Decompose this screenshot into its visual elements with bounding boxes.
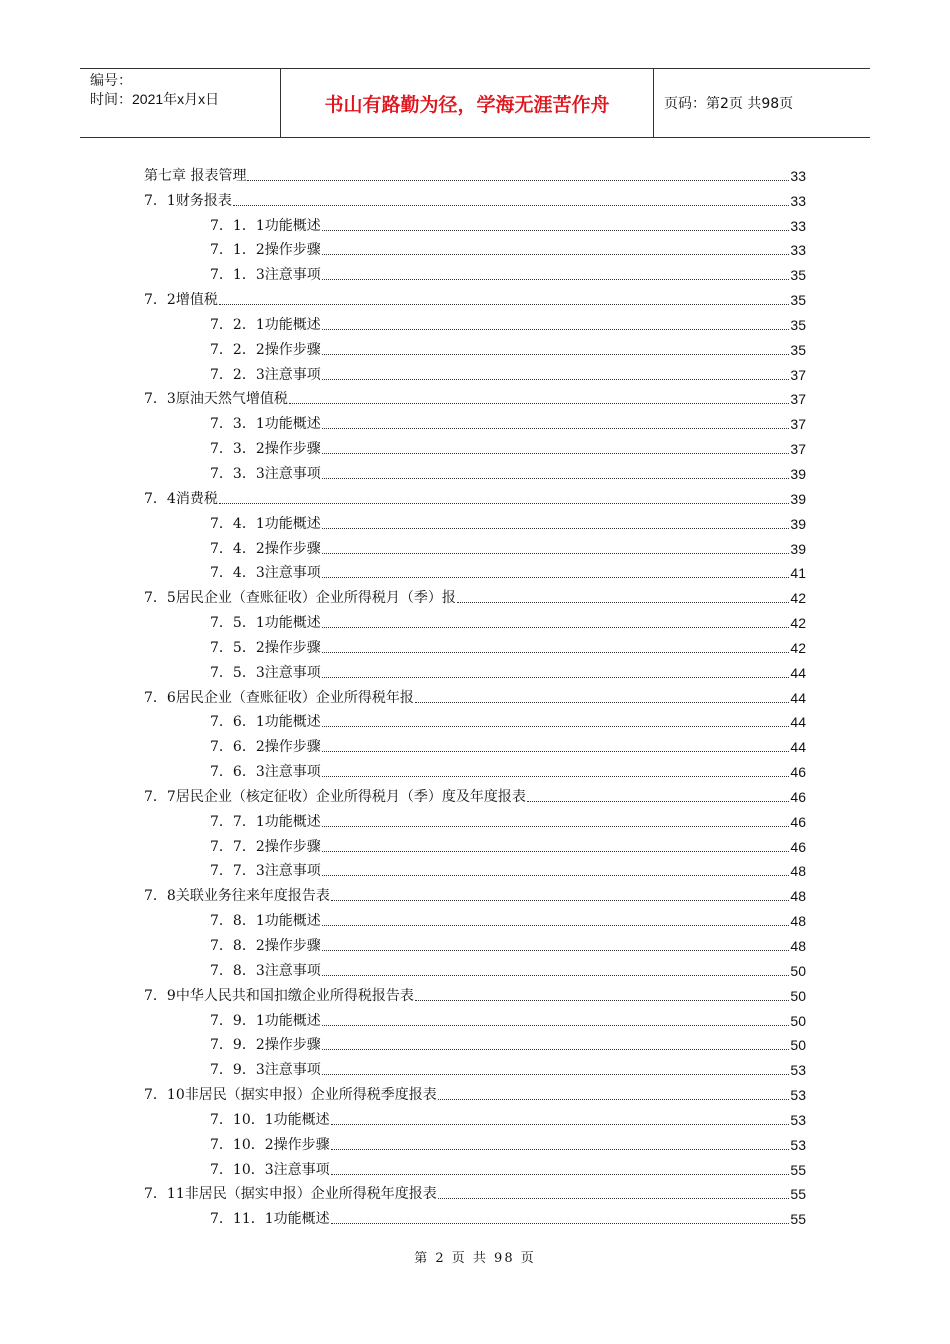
toc-entry-title: 7．8．2操作步骤 <box>210 938 321 954</box>
toc-subsection-entry[interactable] <box>144 1054 806 1079</box>
toc-entry-page-number: 37 <box>790 416 806 433</box>
toc-dot-leader <box>331 1149 790 1150</box>
toc-entry-page-number: 33 <box>790 242 806 259</box>
toc-subsection-entry[interactable] <box>144 905 806 930</box>
toc-entry-page-number: 37 <box>790 441 806 458</box>
toc-entry-page-number: 48 <box>790 863 806 880</box>
toc-entry-title: 7．3．2操作步骤 <box>210 441 321 458</box>
toc-subsection-entry[interactable] <box>144 210 806 235</box>
toc-dot-leader <box>322 553 790 554</box>
toc-subsection-entry[interactable] <box>144 756 806 781</box>
toc-dot-leader <box>233 205 790 206</box>
toc-subsection-entry[interactable] <box>144 1154 806 1179</box>
toc-dot-leader <box>415 1000 790 1001</box>
toc-entry-title: 7．7居民企业（核定征收）企业所得税月（季）度及年度报表 <box>144 788 526 805</box>
toc-dot-leader <box>322 428 790 429</box>
header-motto: 书山有路勤为径，学海无涯苦作舟 <box>324 93 610 116</box>
toc-entry-page-number: 35 <box>790 292 806 309</box>
toc-dot-leader <box>322 726 790 727</box>
toc-dot-leader <box>322 975 790 976</box>
toc-entry-title: 7．9中华人民共和国扣缴企业所得税报告表 <box>144 987 414 1004</box>
toc-entry-title: 7．4．2操作步骤 <box>210 540 321 557</box>
toc-subsection-entry[interactable] <box>144 806 806 831</box>
toc-entry-title: 7．6居民企业（查账征收）企业所得税年报 <box>144 689 414 706</box>
toc-subsection-entry[interactable] <box>144 731 806 756</box>
toc-entry-title: 7．10．1功能概述 <box>210 1111 330 1128</box>
toc-entry-title: 7．3．1功能概述 <box>210 416 321 433</box>
toc-entry-page-number: 33 <box>790 217 806 234</box>
toc-entry-title: 7．1财务报表 <box>144 192 232 209</box>
toc-dot-leader <box>331 900 790 901</box>
toc-subsection-entry[interactable] <box>144 632 806 657</box>
toc-entry-title: 7．2增值税 <box>144 292 218 309</box>
toc-dot-leader <box>331 1124 790 1125</box>
table-of-contents <box>144 160 806 1228</box>
toc-subsection-entry[interactable] <box>144 1129 806 1154</box>
toc-entry-title: 7．1．1功能概述 <box>210 217 321 234</box>
toc-entry-title: 7．10非居民（据实申报）企业所得税季度报表 <box>144 1087 437 1104</box>
toc-entry-page-number: 46 <box>790 788 806 805</box>
toc-subsection-entry[interactable] <box>144 607 806 632</box>
toc-section-entry[interactable] <box>144 582 806 607</box>
toc-entry-title: 7．9．1功能概述 <box>210 1012 321 1029</box>
toc-entry-title: 7．6．1功能概述 <box>210 714 321 731</box>
toc-subsection-entry[interactable] <box>144 508 806 533</box>
toc-dot-leader <box>322 751 790 752</box>
toc-entry-title: 7．5居民企业（查账征收）企业所得税月（季）报 <box>144 590 456 607</box>
toc-dot-leader <box>322 627 790 628</box>
toc-dot-leader <box>415 702 790 703</box>
toc-entry-page-number: 35 <box>790 316 806 333</box>
toc-entry-title: 7．9．3注意事项 <box>210 1062 321 1079</box>
toc-entry-page-number: 39 <box>790 540 806 557</box>
toc-entry-title: 7．6．3注意事项 <box>210 764 321 781</box>
toc-entry-page-number: 55 <box>790 1161 806 1178</box>
toc-entry-page-number: 39 <box>790 490 806 507</box>
toc-entry-title: 7．2．2操作步骤 <box>210 341 321 358</box>
toc-entry-page-number: 46 <box>790 813 806 830</box>
toc-entry-page-number: 44 <box>790 714 806 731</box>
toc-subsection-entry[interactable] <box>144 235 806 260</box>
toc-entry-title: 7．11．1功能概述 <box>210 1211 330 1228</box>
toc-dot-leader <box>322 925 790 926</box>
toc-entry-page-number: 44 <box>790 689 806 706</box>
toc-dot-leader <box>322 677 790 678</box>
toc-subsection-entry[interactable] <box>144 359 806 384</box>
toc-entry-page-number: 53 <box>790 1111 806 1128</box>
toc-section-entry[interactable] <box>144 1079 806 1104</box>
toc-subsection-entry[interactable] <box>144 408 806 433</box>
toc-dot-leader <box>219 304 790 305</box>
toc-dot-leader <box>322 379 790 380</box>
toc-dot-leader <box>322 254 790 255</box>
toc-dot-leader <box>322 329 790 330</box>
toc-subsection-entry[interactable] <box>144 657 806 682</box>
toc-entry-page-number: 46 <box>790 838 806 855</box>
toc-entry-title: 7．2．1功能概述 <box>210 316 321 333</box>
toc-entry-page-number: 53 <box>790 1062 806 1079</box>
toc-subsection-entry[interactable] <box>144 707 806 732</box>
toc-entry-page-number: 50 <box>790 987 806 1004</box>
toc-entry-title: 7．8关联业务往来年度报告表 <box>144 888 330 905</box>
toc-dot-leader <box>438 1198 790 1199</box>
toc-dot-leader <box>322 875 790 876</box>
toc-dot-leader <box>322 453 790 454</box>
toc-entry-page-number: 55 <box>790 1186 806 1203</box>
toc-dot-leader <box>289 403 790 404</box>
toc-subsection-entry[interactable] <box>144 1005 806 1030</box>
toc-entry-title: 7．8．1功能概述 <box>210 913 321 930</box>
toc-section-entry[interactable] <box>144 682 806 707</box>
toc-section-entry[interactable] <box>144 160 806 185</box>
toc-subsection-entry[interactable] <box>144 955 806 980</box>
toc-section-entry[interactable] <box>144 284 806 309</box>
toc-entry-page-number: 48 <box>790 888 806 905</box>
toc-dot-leader <box>247 180 789 181</box>
toc-dot-leader <box>322 279 790 280</box>
toc-subsection-entry[interactable] <box>144 1104 806 1129</box>
toc-entry-page-number: 44 <box>790 664 806 681</box>
toc-dot-leader <box>331 1223 790 1224</box>
toc-dot-leader <box>527 801 790 802</box>
toc-subsection-entry[interactable] <box>144 1203 806 1228</box>
toc-section-entry[interactable] <box>144 483 806 508</box>
toc-subsection-entry[interactable] <box>144 458 806 483</box>
toc-entry-title: 7．4．3注意事项 <box>210 565 321 582</box>
toc-dot-leader <box>322 652 790 653</box>
toc-entry-page-number: 50 <box>790 1037 806 1054</box>
toc-dot-leader <box>331 1174 790 1175</box>
toc-subsection-entry[interactable] <box>144 831 806 856</box>
toc-entry-title: 7．7．3注意事项 <box>210 863 321 880</box>
toc-dot-leader <box>219 503 790 504</box>
toc-dot-leader <box>438 1099 790 1100</box>
toc-entry-page-number: 53 <box>790 1087 806 1104</box>
toc-entry-page-number: 42 <box>790 639 806 656</box>
toc-section-entry[interactable] <box>144 1179 806 1204</box>
toc-entry-title: 7．5．3注意事项 <box>210 664 321 681</box>
toc-subsection-entry[interactable] <box>144 309 806 334</box>
toc-entry-title: 7．5．1功能概述 <box>210 615 321 632</box>
toc-subsection-entry[interactable] <box>144 856 806 881</box>
toc-entry-page-number: 35 <box>790 341 806 358</box>
toc-entry-title: 7．4．1功能概述 <box>210 515 321 532</box>
header-motto-cell <box>281 69 654 137</box>
toc-dot-leader <box>322 528 790 529</box>
toc-entry-title: 7．2．3注意事项 <box>210 366 321 383</box>
toc-entry-page-number: 33 <box>790 167 806 184</box>
page-footer <box>0 1247 950 1266</box>
toc-entry-page-number: 39 <box>790 515 806 532</box>
toc-subsection-entry[interactable] <box>144 334 806 359</box>
header-page-info-cell <box>654 69 870 137</box>
toc-entry-page-number: 37 <box>790 366 806 383</box>
toc-section-entry[interactable] <box>144 185 806 210</box>
toc-dot-leader <box>322 1074 790 1075</box>
toc-entry-title: 7．10．3注意事项 <box>210 1161 330 1178</box>
header-left-cell <box>80 69 281 137</box>
header-page-info: 页码：第2页 共98页 <box>664 96 794 112</box>
toc-entry-page-number: 41 <box>790 565 806 582</box>
toc-entry-page-number: 50 <box>790 962 806 979</box>
toc-entry-title: 7．1．3注意事项 <box>210 267 321 284</box>
toc-entry-page-number: 48 <box>790 913 806 930</box>
document-time-label: 时间：2021年x月x日 <box>90 91 220 107</box>
toc-entry-title: 7．3原油天然气增值税 <box>144 391 288 408</box>
toc-subsection-entry[interactable] <box>144 259 806 284</box>
toc-section-entry[interactable] <box>144 980 806 1005</box>
toc-entry-page-number: 44 <box>790 739 806 756</box>
toc-entry-title: 7．4消费税 <box>144 490 218 507</box>
toc-subsection-entry[interactable] <box>144 1030 806 1055</box>
toc-entry-title: 7．3．3注意事项 <box>210 465 321 482</box>
toc-section-entry[interactable] <box>144 384 806 409</box>
toc-dot-leader <box>322 776 790 777</box>
toc-entry-title: 7．11非居民（据实申报）企业所得税年度报表 <box>144 1186 437 1203</box>
toc-entry-page-number: 39 <box>790 465 806 482</box>
toc-entry-page-number: 48 <box>790 938 806 954</box>
toc-section-entry[interactable] <box>144 781 806 806</box>
footer-page-number: 第 2 页 共 98 页 <box>414 1251 536 1266</box>
toc-entry-page-number: 50 <box>790 1012 806 1029</box>
toc-entry-page-number: 35 <box>790 267 806 284</box>
toc-subsection-entry[interactable] <box>144 533 806 558</box>
page-header <box>80 68 870 138</box>
document-number-label: 编号： <box>90 72 132 88</box>
toc-subsection-entry[interactable] <box>144 433 806 458</box>
toc-subsection-entry[interactable] <box>144 558 806 583</box>
toc-entry-page-number: 55 <box>790 1211 806 1228</box>
toc-dot-leader <box>322 851 790 852</box>
toc-entry-title: 7．5．2操作步骤 <box>210 639 321 656</box>
toc-entry-title: 7．7．2操作步骤 <box>210 838 321 855</box>
toc-entry-title: 7．9．2操作步骤 <box>210 1037 321 1054</box>
toc-entry-title: 第七章 报表管理 <box>144 167 247 184</box>
toc-entry-page-number: 33 <box>790 192 806 209</box>
toc-entry-title: 7．7．1功能概述 <box>210 813 321 830</box>
toc-dot-leader <box>322 354 790 355</box>
toc-entry-page-number: 37 <box>790 391 806 408</box>
toc-dot-leader <box>322 577 790 578</box>
toc-entry-title: 7．10．2操作步骤 <box>210 1136 330 1153</box>
toc-dot-leader <box>322 1025 790 1026</box>
toc-entry-title: 7．6．2操作步骤 <box>210 739 321 756</box>
toc-entry-page-number: 42 <box>790 615 806 632</box>
toc-dot-leader <box>322 230 790 231</box>
toc-entry-title: 7．8．3注意事项 <box>210 962 321 979</box>
toc-entry-title: 7．1．2操作步骤 <box>210 242 321 259</box>
toc-dot-leader <box>322 950 790 951</box>
toc-subsection-entry[interactable] <box>144 930 806 955</box>
toc-dot-leader <box>457 602 790 603</box>
toc-dot-leader <box>322 1049 790 1050</box>
toc-entry-page-number: 46 <box>790 764 806 781</box>
toc-entry-page-number: 53 <box>790 1136 806 1153</box>
toc-entry-page-number: 42 <box>790 590 806 607</box>
toc-dot-leader <box>322 826 790 827</box>
toc-dot-leader <box>322 478 790 479</box>
toc-section-entry[interactable] <box>144 880 806 905</box>
